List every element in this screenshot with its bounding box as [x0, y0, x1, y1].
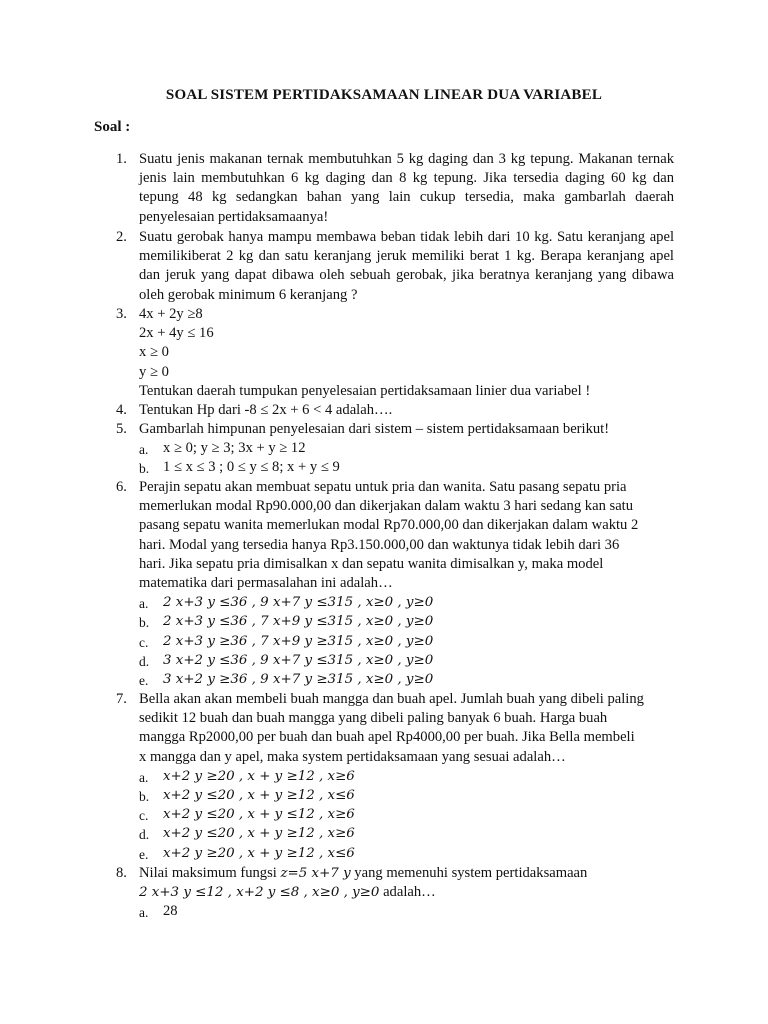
question-line: Bella akan akan membeli buah mangga dan buah apel. Jumlah buah yang dibeli paling — [139, 691, 644, 707]
option-d: d. x+2 y ≤20 , x + y ≥12 , x≥6 — [139, 826, 355, 843]
option-a: a. 2 x+3 y ≤36 , 9 x+7 y ≤315 , x≥0 , y≥0 — [139, 595, 434, 612]
question-line: mangga Rp2000,00 per buah dan buah apel Rp4000,00 per buah. Jika Bella membeli — [139, 729, 635, 746]
question-number: 2. — [116, 229, 127, 245]
question-1 — [94, 150, 694, 227]
question-text: Suatu gerobak hanya mampu membawa beban tidak lebih dari 10 kg. Satu keranjang apel memilikiberat 2 kg dan satu keranjang jeruk memiliki berat 1 kg. Berapa keranjang apel dan jeruk yang dapat dibawa oleh sebuah gerobak, jika beratnya keranjang yang dibawa oleh gerobak minimum 6 keranjang ? — [139, 229, 674, 303]
question-2 — [94, 228, 694, 305]
question-3 — [94, 305, 694, 401]
question-text: Gambarlah himpunan penyelesaian dari sistem – sistem pertidaksamaan berikut! — [139, 421, 610, 437]
question-line: sedikit 12 buah dan buah mangga yang dibeli paling banyak 6 buah. Harga buah — [139, 710, 608, 727]
inequality-line: 4x + 2y ≥8 — [139, 306, 203, 322]
question-text: Suatu jenis makanan ternak membutuhkan 5 kg daging dan 3 kg tepung. Makanan ternak jenis lain membutuhkan 6 kg daging dan 8 kg tepung. Jika tersedia daging 60 kg dan tepung 48 kg sedangkan bahan yang lain cukup tersedia, maka gambarlah daerah penyelesaian pertidaksamaanya! — [139, 151, 674, 225]
constraint-system: 2 x+3 y ≤12 , x+2 y ≤8 , x≥0 , y≥0 — [139, 885, 380, 901]
question-text: Tentukan Hp dari -8 ≤ 2x + 6 < 4 adalah…. — [139, 402, 393, 418]
question-line: matematika dari permasalahan ini adalah… — [139, 575, 393, 592]
question-line: hari. Jika sepatu pria dimisalkan x dan sepatu wanita dimisalkan y, maka model — [139, 555, 604, 572]
page-title: SOAL SISTEM PERTIDAKSAMAAN LINEAR DUA VARIABEL — [165, 87, 603, 103]
section-label: Soal : — [94, 119, 131, 135]
question-line: Perajin sepatu akan membuat sepatu untuk pria dan wanita. Satu pasang sepatu pria — [139, 479, 627, 495]
option-e: e. x+2 y ≥20 , x + y ≥12 , x≤6 — [139, 845, 355, 862]
question-number: 1. — [116, 151, 127, 167]
question-number: 7. — [116, 691, 127, 707]
option-d: d. 3 x+2 y ≤36 , 9 x+7 y ≤315 , x≥0 , y≥0 — [139, 652, 434, 669]
question-line: memerlukan modal Rp90.000,00 dan dikerjakan dalam waktu 3 hari sedang kan satu — [139, 498, 634, 515]
option-e: e. 3 x+2 y ≥36 , 9 x+7 y ≥315 , x≥0 , y≥0 — [139, 672, 434, 689]
question-number: 3. — [116, 306, 127, 322]
option-a: a. 28 — [139, 903, 178, 921]
question-line: x mangga dan y apel, maka system pertidaksamaan yang sesuai adalah… — [139, 748, 566, 765]
question-line: hari. Modal yang tersedia hanya Rp3.150.000,00 dan waktunya tidak lebih dari 36 — [139, 536, 620, 553]
inequality-line: y ≥ 0 — [139, 363, 169, 380]
question-number: 6. — [116, 479, 127, 495]
option-a: a. x ≥ 0; y ≥ 3; 3x + y ≥ 12 — [139, 440, 306, 458]
question-7 — [94, 690, 694, 863]
question-number: 8. — [116, 865, 127, 881]
option-a: a. x+2 y ≥20 , x + y ≥12 , x≥6 — [139, 768, 355, 785]
question-number: 4. — [116, 402, 127, 418]
question-instruction: Tentukan daerah tumpukan penyelesaian pertidaksamaan linier dua variabel ! — [139, 382, 591, 399]
question-line: pasang sepatu wanita memerlukan modal Rp70.000,00 dan dikerjakan dalam waktu 2 — [139, 517, 639, 534]
question-5 — [94, 420, 694, 478]
option-b: b. 1 ≤ x ≤ 3 ; 0 ≤ y ≤ 8; x + y ≤ 9 — [139, 459, 340, 477]
question-line: Nilai maksimum fungsi z=5 x+7 y yang memenuhi system pertidaksamaan — [139, 865, 588, 881]
question-8 — [94, 864, 694, 922]
option-c: c. 2 x+3 y ≥36 , 7 x+9 y ≥315 , x≥0 , y≥0 — [139, 633, 434, 650]
question-6 — [94, 478, 694, 689]
question-line: 2 x+3 y ≤12 , x+2 y ≤8 , x≥0 , y≥0 adalah… — [139, 884, 436, 901]
option-b: b. 2 x+3 y ≤36 , 7 x+9 y ≤315 , x≥0 , y≥0 — [139, 614, 434, 631]
inequality-line: x ≥ 0 — [139, 344, 169, 361]
inequality-line: 2x + 4y ≤ 16 — [139, 325, 214, 342]
option-c: c. x+2 y ≤20 , x + y ≤12 , x≥6 — [139, 807, 355, 824]
question-4 — [94, 401, 694, 420]
option-b: b. x+2 y ≤20 , x + y ≥12 , x≤6 — [139, 788, 355, 805]
question-number: 5. — [116, 421, 127, 437]
objective-function: z=5 x+7 y — [280, 866, 351, 881]
